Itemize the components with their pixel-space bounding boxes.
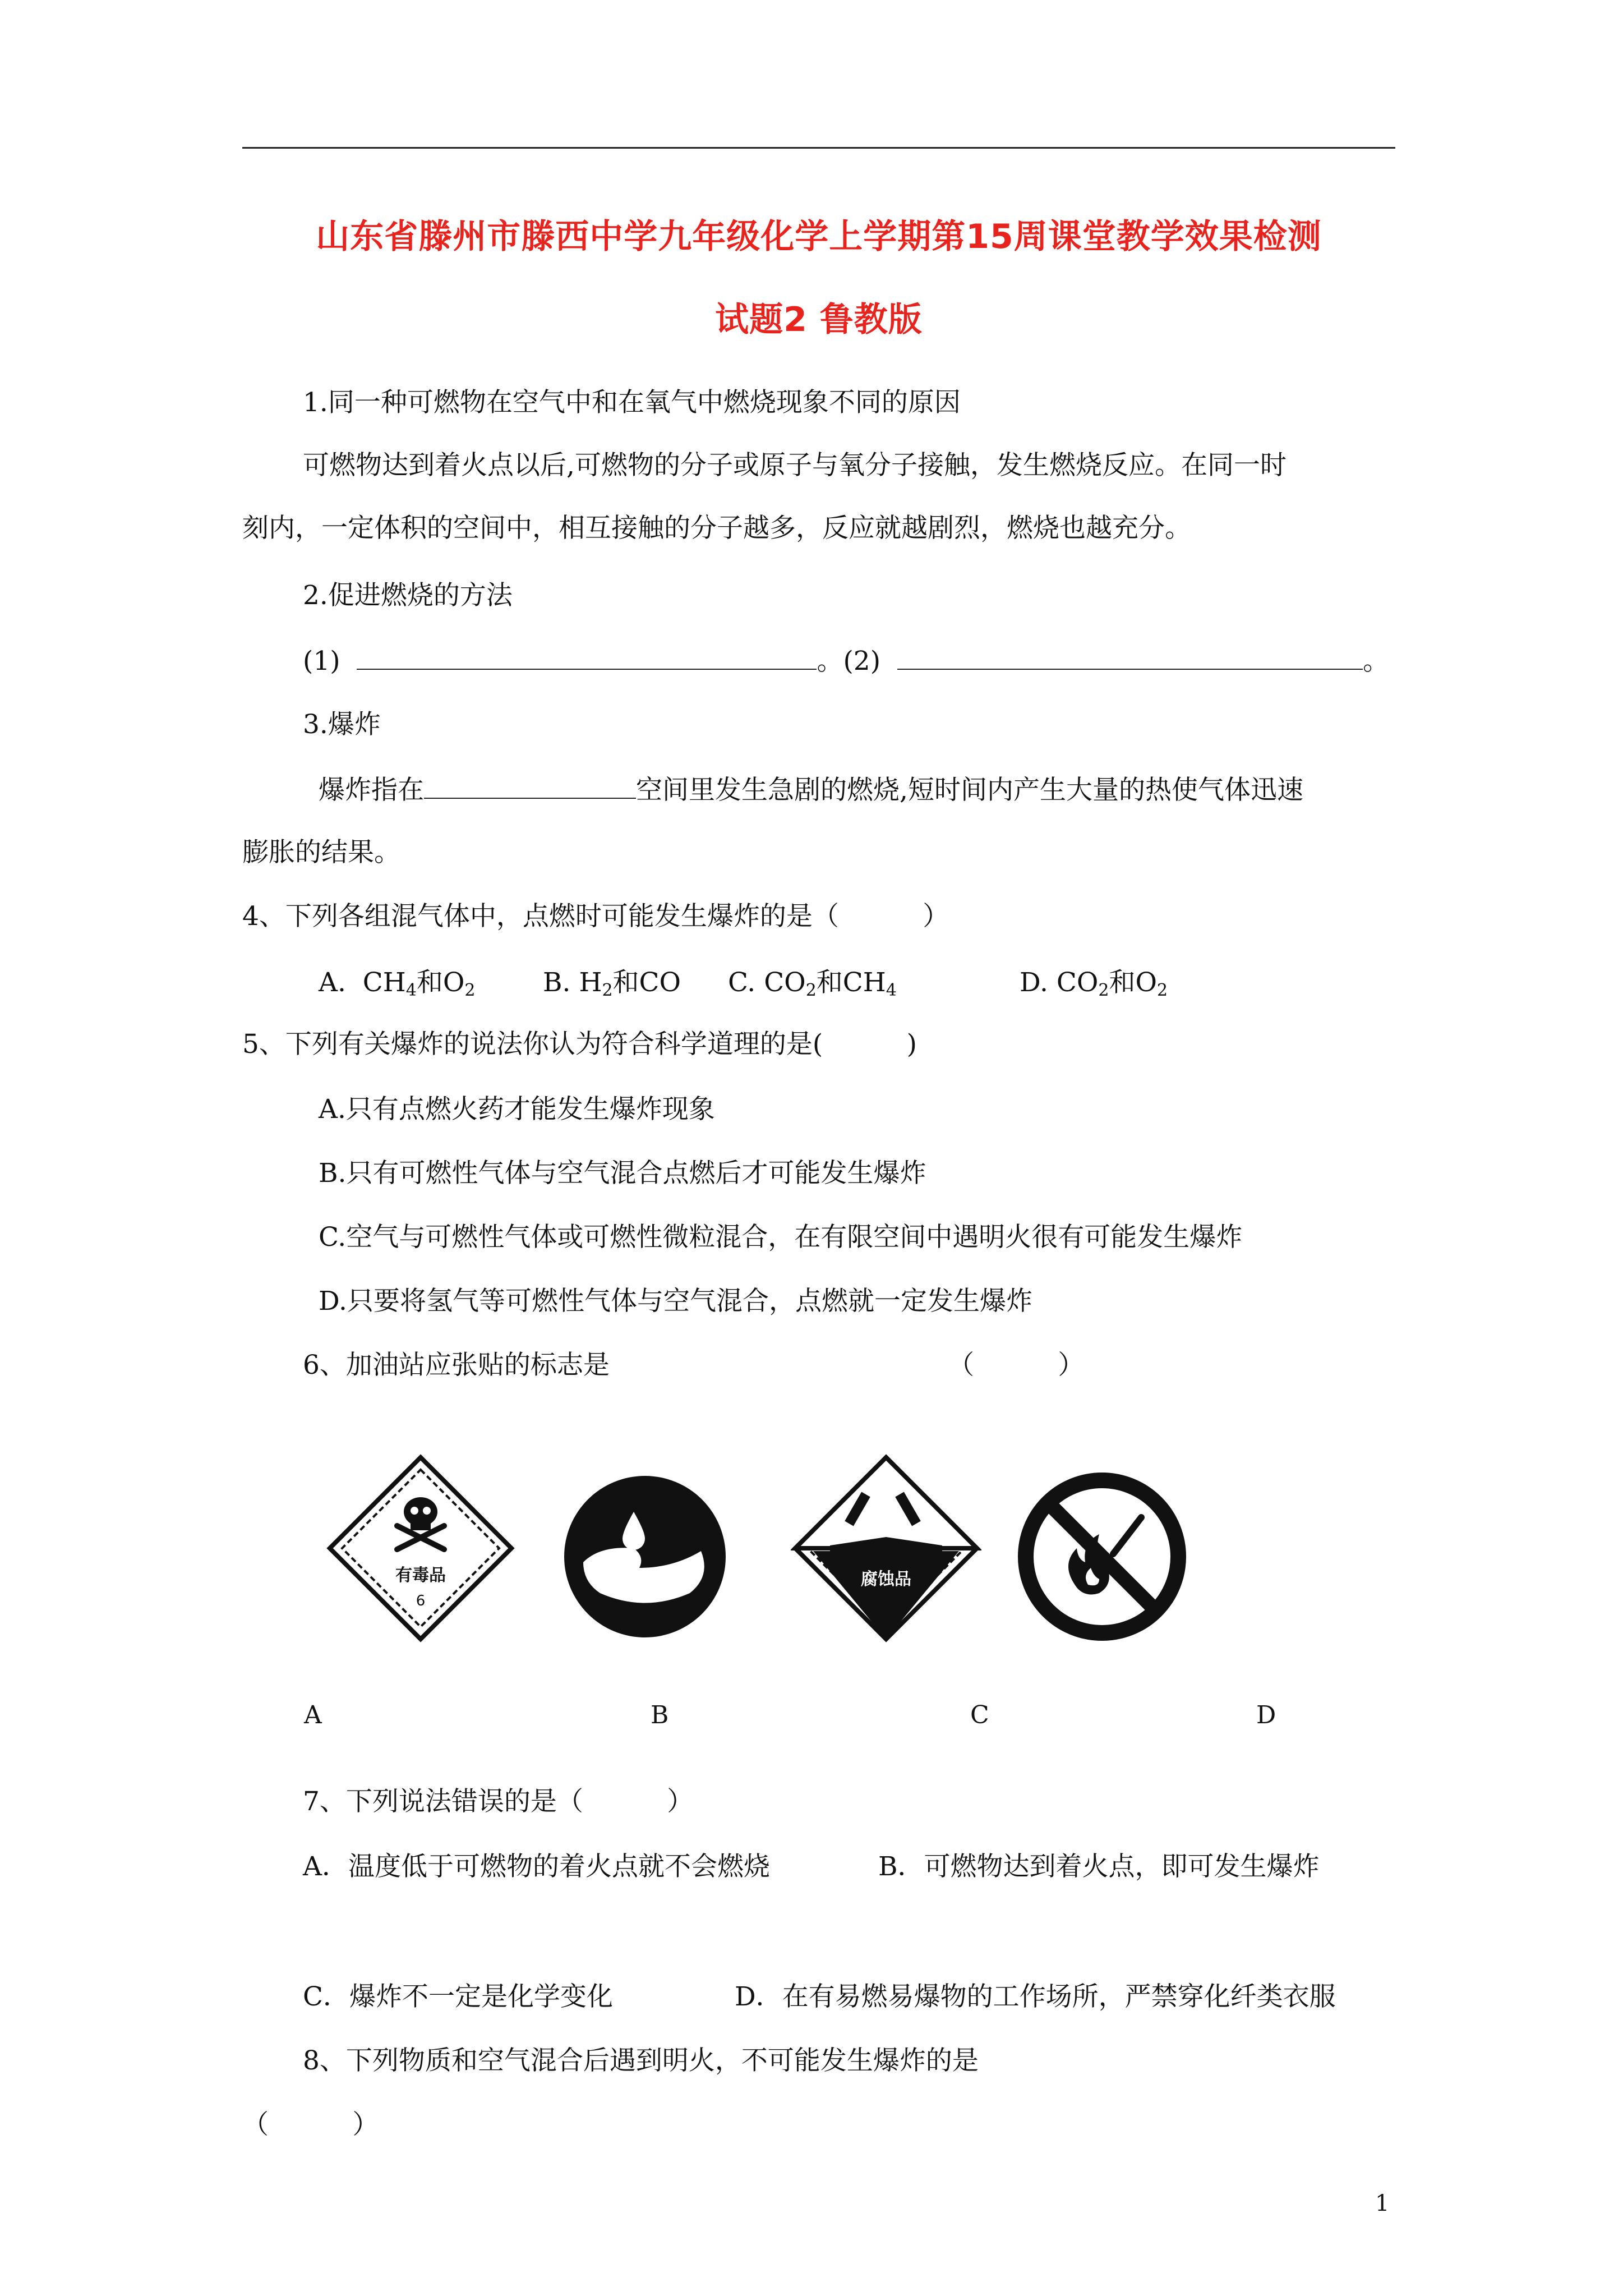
q5-stem: 5、下列有关爆炸的说法你认为符合科学道理的是( ) <box>242 1029 917 1060</box>
page-number: 1 <box>1375 2191 1390 2216</box>
section3-prefix: 爆炸指在 <box>319 775 424 806</box>
q7-option-b: B．可燃物达到着火点，即可发生爆炸 <box>878 1851 1320 1882</box>
q5-option-b: B.只有可燃性气体与空气混合点燃后才可能发生爆炸 <box>319 1158 926 1189</box>
item1-prefix: (1) <box>303 646 340 677</box>
item2-prefix: (2) <box>843 646 881 677</box>
section3-suffix: 空间里发生急剧的燃烧,短时间内产生大量的热使气体迅速 <box>636 775 1303 806</box>
section2-heading: 2.促进燃烧的方法 <box>303 580 513 611</box>
q4-stem: 4、下列各组混气体中，点燃时可能发生爆炸的是（ ） <box>242 901 949 932</box>
section1-body-line2: 刻内，一定体积的空间中，相互接触的分子越多，反应就越剧烈，燃烧也越充分。 <box>242 513 1191 544</box>
sign-label-c: C <box>970 1701 989 1729</box>
q5-option-c: C.空气与可燃性气体或可燃性微粒混合，在有限空间中遇明火很有可能发生爆炸 <box>319 1222 1243 1253</box>
q8-paren: （ ） <box>242 2109 379 2140</box>
corrosive-sign-c <box>791 1453 981 1644</box>
q6-paren: （ ） <box>948 1350 1085 1381</box>
sign-label-b: B <box>651 1701 669 1729</box>
q7-option-c: C．爆炸不一定是化学变化 <box>303 1981 613 2012</box>
q8-stem: 8、下列物质和空气混合后遇到明火，不可能发生爆炸的是 <box>303 2045 979 2076</box>
section1-heading: 1.同一种可燃物在空气中和在氧气中燃烧现象不同的原因 <box>303 387 961 418</box>
sign-label-a: A <box>304 1701 322 1729</box>
q4-option-b: B. $H_2$和CO <box>543 967 681 1000</box>
q4-option-c: C. $CO_2$和$CH_4$ <box>728 967 897 1000</box>
q6-stem: 6、加油站应张贴的标志是 <box>303 1350 610 1381</box>
sign-c-text: 腐蚀品 <box>861 1570 911 1589</box>
q5-option-d: D.只要将氢气等可燃性气体与空气混合，点燃就一定发生爆炸 <box>319 1286 1032 1317</box>
item2-blank[interactable] <box>897 644 1363 670</box>
section3-body-line2: 膨胀的结果。 <box>242 837 400 868</box>
q5-option-a: A.只有点燃火药才能发生爆炸现象 <box>319 1094 715 1125</box>
water-reactive-sign-b <box>561 1473 729 1641</box>
item2-end: 。 <box>1362 646 1389 677</box>
sign-a-text: 有毒品 <box>395 1566 446 1585</box>
section3-blank[interactable] <box>424 773 636 799</box>
q7-option-a: A．温度低于可燃物的着火点就不会燃烧 <box>303 1851 770 1882</box>
q4-option-d: D. $CO_2$和$O_2$ <box>1020 967 1168 1000</box>
document-title-line1: 山东省滕州市滕西中学九年级化学上学期第15周课堂教学效果检测 <box>316 217 1322 256</box>
sign-a-number: 6 <box>416 1593 426 1609</box>
section3-heading: 3.爆炸 <box>303 709 381 740</box>
q4-option-a: A. $CH_4$和$O_2$ <box>319 967 476 1000</box>
sign-label-d: D <box>1256 1701 1276 1729</box>
q7-option-d: D．在有易燃易爆物的工作场所，严禁穿化纤类衣服 <box>735 1981 1336 2012</box>
toxic-sign-a <box>325 1453 516 1644</box>
header-rule <box>242 147 1395 149</box>
q7-stem: 7、下列说法错误的是（ ） <box>303 1786 694 1817</box>
item1-end: 。 <box>817 646 843 677</box>
document-title-line2: 试题2 鲁教版 <box>715 300 923 339</box>
no-fire-sign-d <box>1015 1470 1189 1644</box>
section1-body-line1: 可燃物达到着火点以后,可燃物的分子或原子与氧分子接触，发生燃烧反应。在同一时 <box>303 450 1287 481</box>
section2-items <box>303 644 1389 678</box>
section3-body-line1 <box>319 773 1303 807</box>
item1-blank[interactable] <box>357 644 817 670</box>
